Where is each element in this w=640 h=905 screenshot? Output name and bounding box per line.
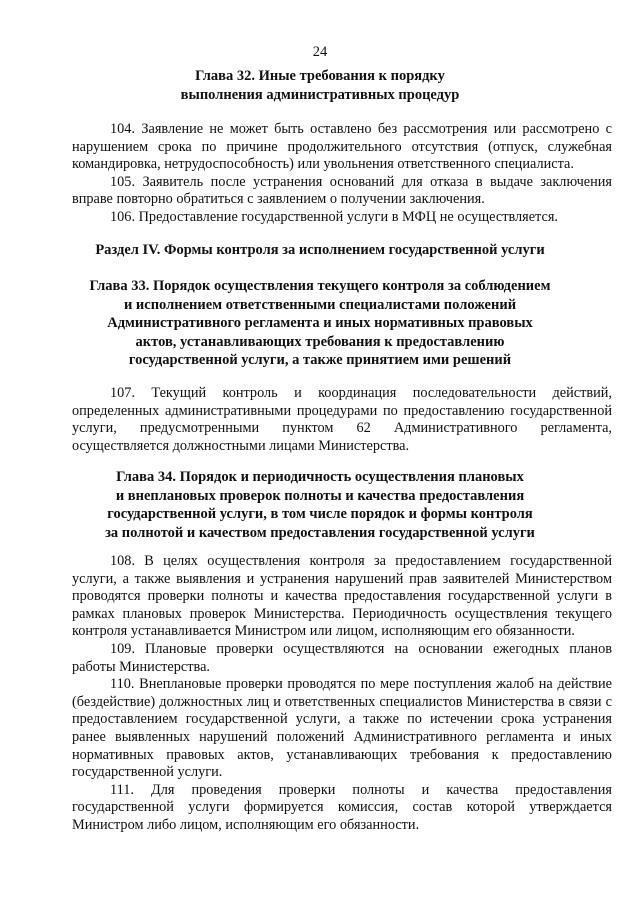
paragraph-109: 109. Плановые проверки осуществляются на основании ежегодных планов работы Министерства. <box>72 640 612 675</box>
title-line: Глава 33. Порядок осуществления текущего контроля за соблюдением <box>89 278 551 294</box>
title-line: выполнения административных процедур <box>180 86 460 103</box>
title-line: Административного регламента и иных нормативных правовых <box>107 315 533 331</box>
title-line: и исполнением ответственными специалистами положений <box>123 296 517 313</box>
title-line: за полнотой и качеством предоставления государственной услуги <box>105 524 535 541</box>
title-line: Глава 34. Порядок и периодичность осуществления плановых <box>116 469 524 485</box>
paragraph-105: 105. Заявитель после устранения оснований для отказа в выдаче заключения вправе повторно обратиться с заявлением о получении заключения. <box>72 173 612 208</box>
chapter-34-title <box>0 468 640 542</box>
paragraph-110: 110. Внеплановые проверки проводятся по мере поступления жалоб на действие (бездействие) должностных лиц и ответственных специалистов Министерства в связи с предоставлением государственной услуги, а также по истечении срока устранения ранее выявленных нарушений положений Административного регламента и иных нормативных правовых актов, устанавливающих требования к предоставлению государственной услуги. <box>72 676 612 781</box>
chapter-33-body <box>72 385 612 455</box>
page-number: 24 <box>312 44 328 60</box>
chapter-32-title <box>0 67 640 104</box>
paragraph-106: 106. Предоставление государственной услуги в МФЦ не осуществляется. <box>110 208 558 225</box>
paragraph-107: 107. Текущий контроль и координация последовательности действий, определенных административными процедурами по предоставлению государственной услуги, предусмотренными пунктом 62 Административного регламента, осуществляется должностными лицами Министерства. <box>72 385 612 454</box>
paragraph-104: 104. Заявление не может быть оставлено без рассмотрения или рассмотрено с нарушением срока по причине продолжительного отсутствия (отпуск, служебная командировка, нетрудоспособность) или увольнения ответственного специалиста. <box>72 121 612 173</box>
title-line: актов, устанавливающих требования к предоставлению <box>135 333 505 350</box>
chapter-32-body <box>72 121 612 227</box>
chapter-34-body <box>72 553 612 835</box>
title-line: государственной услуги, а также принятием ими решений <box>128 352 512 368</box>
title-line: Раздел IV. Формы контроля за исполнением государственной услуги <box>95 242 545 258</box>
title-line: Глава 32. Иные требования к порядку <box>195 68 445 84</box>
paragraph-108: 108. В целях осуществления контроля за предоставлением государственной услуги, а также выявления и устранения нарушений прав заявителей Министерством проводятся проверки полноты и качества предоставления государственной услуги в рамках плановых проверок Министерства. Периодичность осуществления текущего контроля устанавливается Министром или лицом, исполняющим его обязанности. <box>72 553 612 640</box>
section-4-title <box>0 241 640 260</box>
paragraph-111: 111. Для проведения проверки полноты и качества предоставления государственной услуги формируется комиссия, состав которой утверждается Министром либо лицом, исполняющим его обязанности. <box>72 781 612 833</box>
title-line: государственной услуги, в том числе порядок и формы контроля <box>107 506 533 522</box>
chapter-33-title <box>0 277 640 370</box>
title-line: и внеплановых проверок полноты и качества предоставления <box>115 487 525 504</box>
